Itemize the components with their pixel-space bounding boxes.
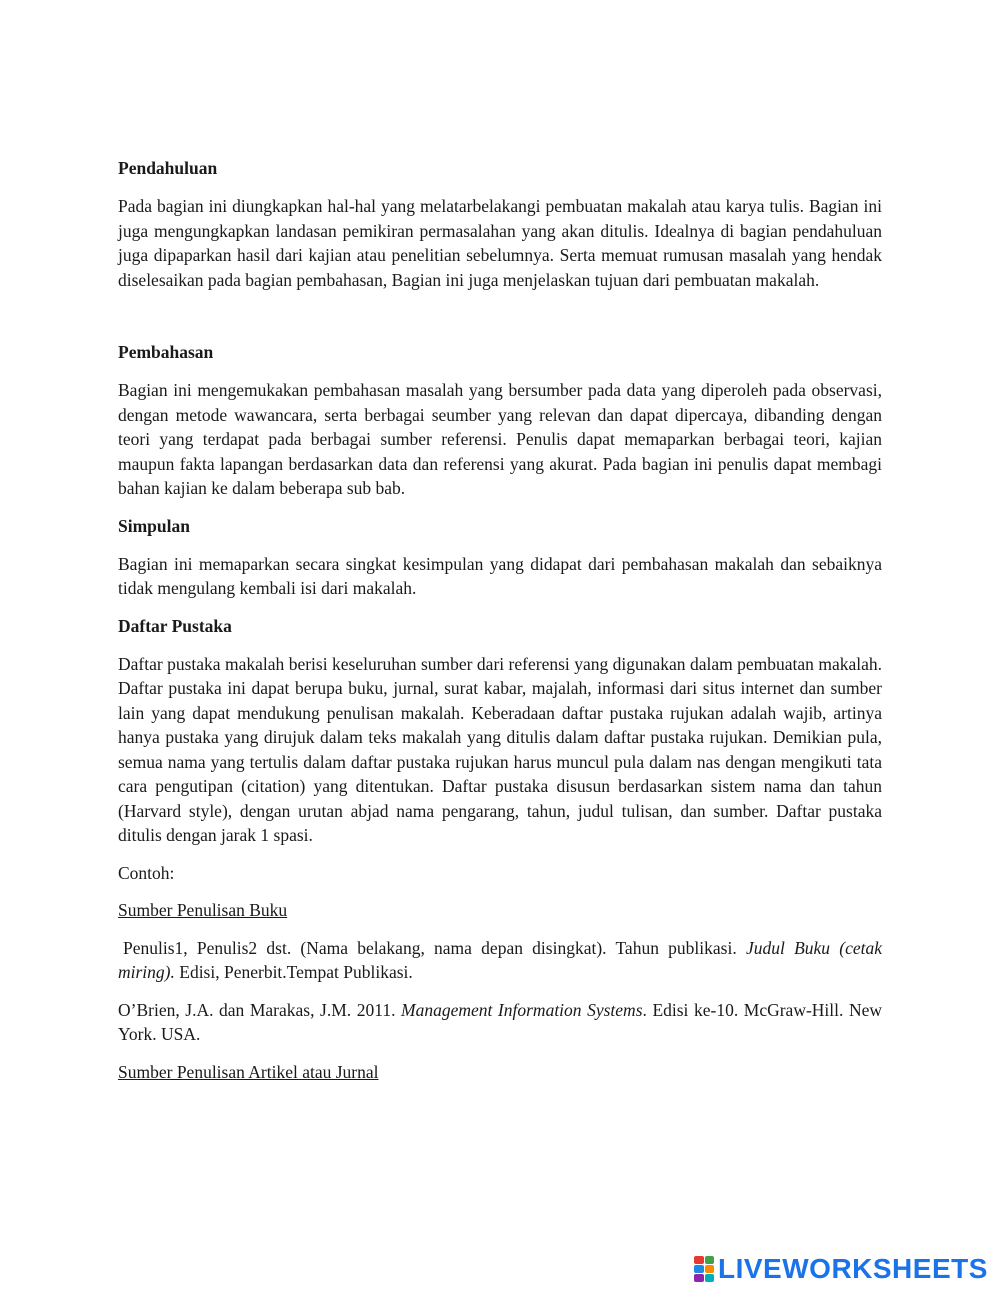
watermark-text: LIVEWORKSHEETS — [718, 1253, 988, 1284]
logo-block-1 — [694, 1256, 704, 1264]
examples-label: Contoh: — [118, 862, 175, 883]
logo-block-6 — [705, 1274, 715, 1282]
paragraph-pembahasan: Bagian ini mengemukakan pembahasan masalah yang bersumber pada data yang diperoleh pada observasi, dengan metode wawancara, serta berbagai seumber yang relevan dan dapat dipercaya, dibanding dengan teori yang terdapat pada berbagai sumber referensi. Penulis dapat memaparkan berbagai teori, kajian maupun fakta lapangan berdasarkan data dan referensi yang akurat. Pada bagian ini penulis dapat membagi bahan kajian ke dalam beberapa sub bab. — [118, 380, 882, 498]
logo-block-3 — [694, 1265, 704, 1273]
book-source-label: Sumber Penulisan Buku — [118, 900, 288, 920]
heading-daftar-pustaka: Daftar Pustaka — [118, 615, 232, 636]
book-format-reference — [118, 936, 882, 985]
liveworksheets-watermark — [694, 1253, 994, 1285]
heading-simpulan: Simpulan — [118, 515, 190, 536]
book-example-prefix: O’Brien, J.A. dan Marakas, J.M. 2011. — [118, 999, 402, 1020]
book-example-reference — [118, 998, 882, 1047]
book-example-italic: Management Information Systems — [401, 999, 643, 1020]
logo-block-5 — [694, 1274, 704, 1282]
paragraph-pendahuluan: Pada bagian ini diungkapkan hal-hal yang melatarbelakangi pembuatan makalah atau karya tulis. Bagian ini juga mengungkapkan landasan pemikiran permasalahan yang akan ditulis. Idealnya di bagian pendahuluan juga dipaparkan hasil dari kajian atau penelitian sebelumnya. Serta memuat rumusan masalah yang hendak diselesaikan pada bagian pembahasan, Bagian ini juga menjelaskan tujuan dari pembuatan makalah. — [118, 196, 882, 290]
article-source-label: Sumber Penulisan Artikel atau Jurnal — [118, 1061, 379, 1082]
book-format-italic: Judul Buku (cetak miring). — [118, 937, 882, 982]
logo-block-2 — [705, 1256, 715, 1264]
logo-block-4 — [705, 1265, 715, 1273]
liveworksheets-logo-icon — [694, 1256, 714, 1282]
paragraph-daftar-pustaka: Daftar pustaka makalah berisi keseluruhan sumber dari referensi yang digunakan dalam pembuatan makalah. Daftar pustaka ini dapat berupa buku, jurnal, surat kabar, majalah, informasi dari situs internet dan sumber lain yang dapat mendukung penulisan makalah. Keberadaan daftar pustaka rujukan adalah wajib, artinya hanya pustaka yang dirujuk dalam teks makalah yang ditulis dalam daftar pustaka rujukan. Demikian pula, semua nama yang tertulis dalam daftar pustaka rujukan harus muncul pula dalam nas dengan mengikuti tata cara pengutipan (citation) yang ditentukan. Daftar pustaka disusun berdasarkan sistem nama dan tahun (Harvard style), dengan urutan abjad nama pengarang, tahun, judul tulisan, dan sumber. Daftar pustaka ditulis dengan jarak 1 spasi. — [118, 653, 882, 845]
document-page — [118, 156, 882, 1097]
heading-pendahuluan: Pendahuluan — [118, 158, 218, 178]
book-format-suffix: Edisi, Penerbit.Tempat Publikasi. — [174, 962, 413, 982]
book-format-prefix: Penulis1, Penulis2 dst. (Nama belakang, nama depan disingkat). Tahun publikasi. — [123, 937, 746, 958]
paragraph-simpulan: Bagian ini memaparkan secara singkat kesimpulan yang didapat dari pembahasan makalah dan sebaiknya tidak mengulang kembali isi dari makalah. — [118, 553, 882, 598]
book-example-suffix: . Edisi ke-10. McGraw-Hill. New York. USA. — [118, 999, 882, 1044]
heading-pembahasan: Pembahasan — [118, 342, 214, 362]
